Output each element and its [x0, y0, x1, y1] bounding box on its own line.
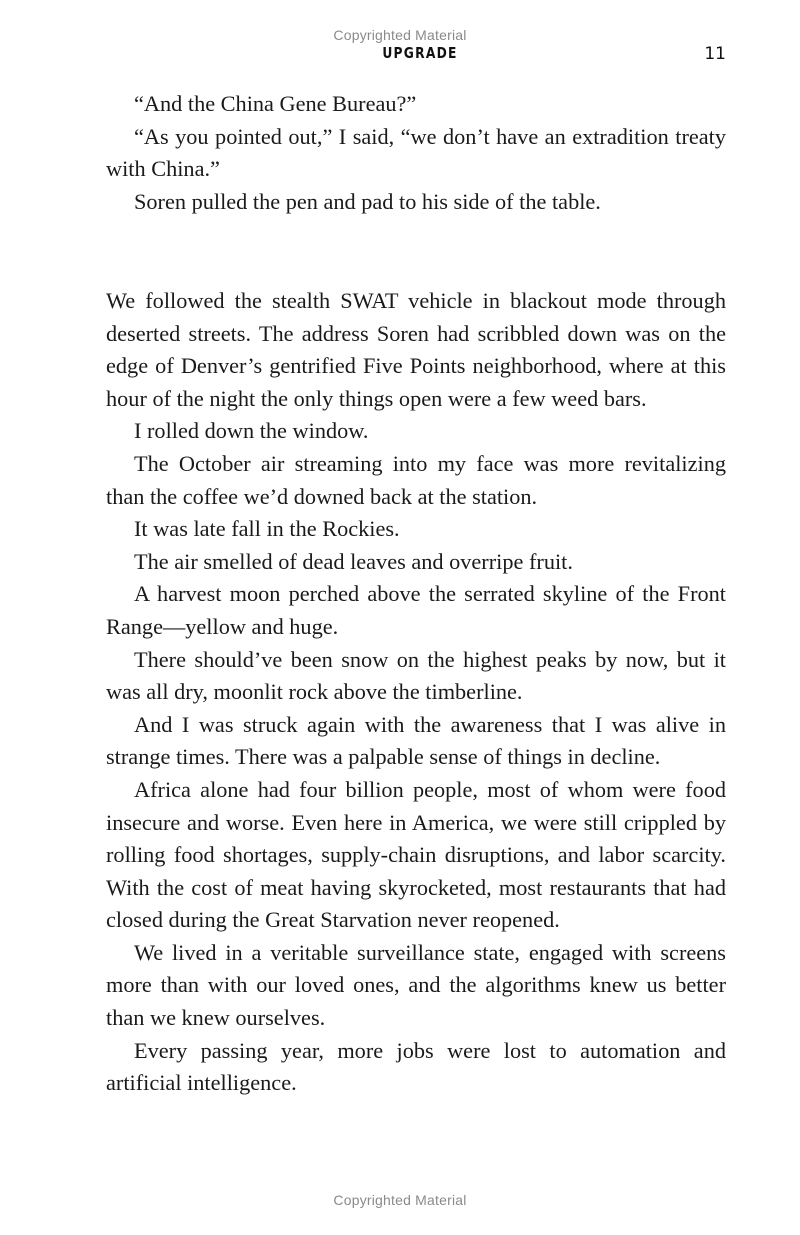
copyright-watermark-top: Copyrighted Material: [333, 27, 467, 43]
paragraph: I rolled down the window.: [134, 418, 369, 444]
paragraph: Africa alone had four billion people, most of whom were food insecure and worse. Even here in America, we were still crippled by rolling food shortages, supply-chain disruptions, and labor scarcity. With the cost of meat having skyrocketed, most restaurants that had closed during the Great Starvation never reopened.: [106, 776, 726, 933]
section-opening-paragraph: We followed the stealth SWAT vehicle in blackout mode through deserted streets. The address Soren had scribbled down was on the edge of Denver’s gentrified Five Points neighborhood, where at this hour of the night the only things open were a few weed bars.: [106, 288, 726, 411]
paragraph: It was late fall in the Rockies.: [134, 516, 400, 542]
paragraph: And I was struck again with the awareness that I was alive in strange times. There was a palpable sense of things in decline.: [106, 711, 726, 770]
paragraph: There should’ve been snow on the highest peaks by now, but it was all dry, moonlit rock above the timberline.: [106, 646, 726, 705]
book-title: UPGRADE: [382, 44, 458, 62]
running-head: [0, 44, 800, 66]
paragraph: We lived in a veritable surveillance state, engaged with screens more than with our loved ones, and the algorithms knew us better than we knew ourselves.: [106, 939, 726, 1031]
paragraph: The October air streaming into my face was more revitalizing than the coffee we’d downed back at the station.: [106, 450, 726, 509]
paragraph: Every passing year, more jobs were lost to automation and artificial intelligence.: [106, 1037, 726, 1096]
paragraph: The air smelled of dead leaves and overripe fruit.: [134, 548, 573, 574]
copyright-watermark-bottom: Copyrighted Material: [333, 1192, 467, 1208]
paragraph: “And the China Gene Bureau?”: [134, 91, 417, 116]
paragraph: “As you pointed out,” I said, “we don’t have an extradition treaty with China.”: [106, 123, 726, 182]
paragraph: A harvest moon perched above the serrated skyline of the Front Range—yellow and huge.: [106, 581, 726, 639]
text-section-2: [106, 285, 726, 1100]
text-section-1: [106, 88, 726, 218]
paragraph: Soren pulled the pen and pad to his side of the table.: [134, 188, 601, 214]
page-number: 11: [704, 44, 726, 64]
